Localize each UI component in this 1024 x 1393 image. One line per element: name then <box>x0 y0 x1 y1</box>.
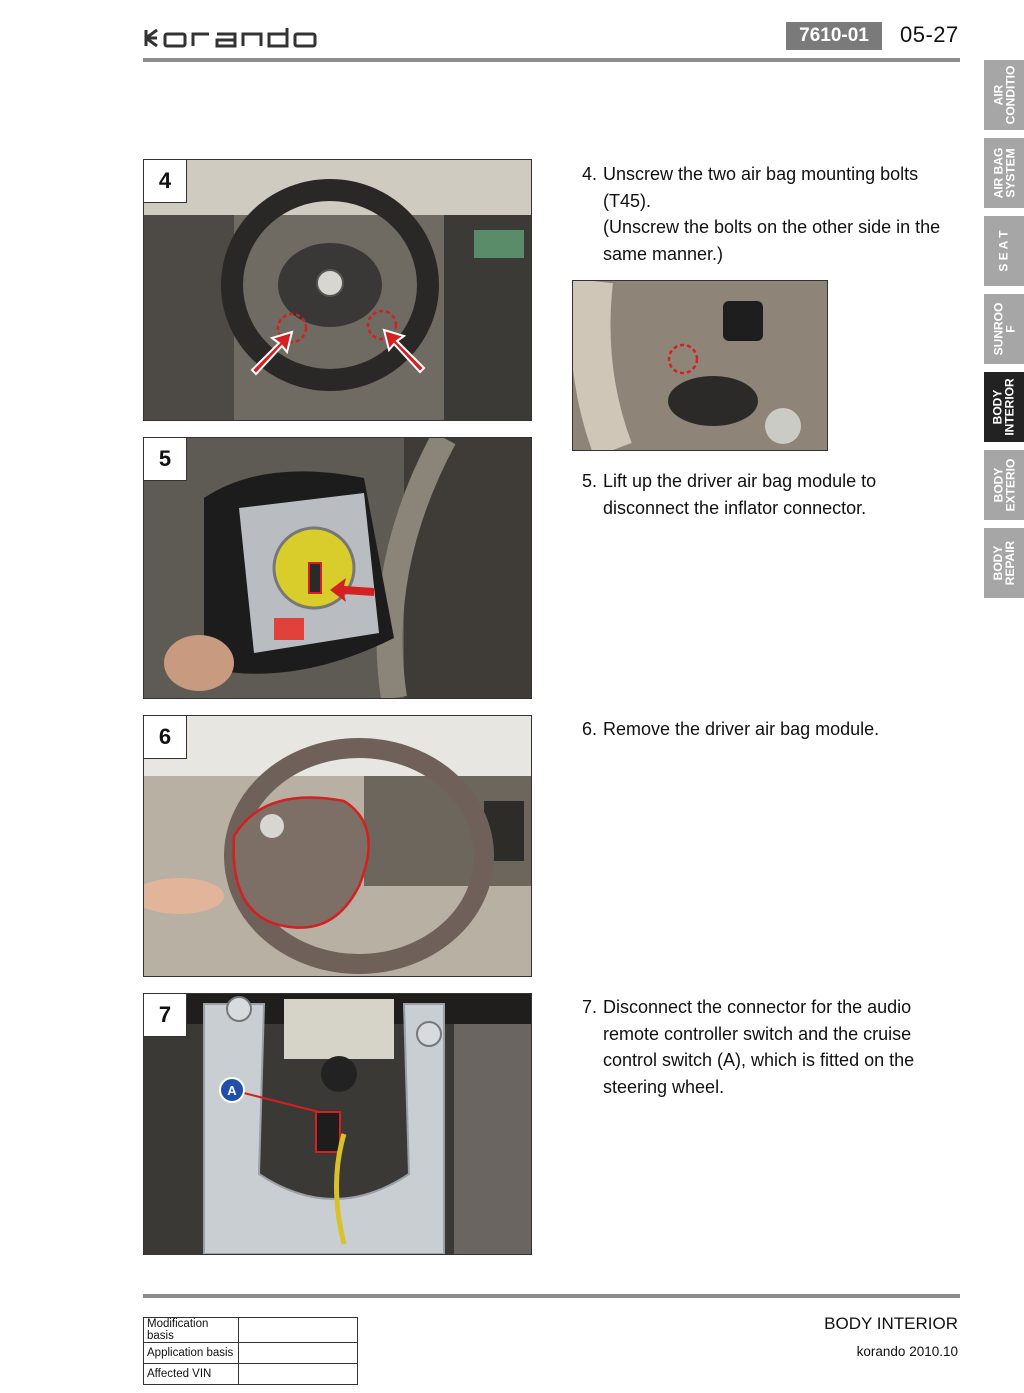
tab-seat[interactable] <box>984 216 1024 286</box>
page-number: 05-27 <box>900 22 959 47</box>
step-4-inset-photo <box>572 280 828 451</box>
tab-label: BODY EXTERIO <box>991 458 1017 512</box>
step-6-photo <box>143 715 532 977</box>
tab-label: BODY INTERIOR <box>991 378 1017 436</box>
header-rule <box>143 58 960 62</box>
step-5-photo <box>143 437 532 699</box>
step-6-badge: 6 <box>144 716 187 759</box>
revision-table <box>143 1317 358 1385</box>
tab-air-conditioning[interactable] <box>984 60 1024 130</box>
revision-label: Application basis <box>144 1343 239 1364</box>
footer-section-title: BODY INTERIOR <box>824 1314 958 1333</box>
step-4-badge: 4 <box>144 160 187 203</box>
revision-value <box>239 1364 358 1385</box>
step-number: 7. <box>582 997 598 1017</box>
table-row <box>144 1343 358 1364</box>
step-4-photo <box>143 159 532 421</box>
step-6-text <box>582 716 967 743</box>
tab-air-bag-system[interactable] <box>984 138 1024 208</box>
tab-label: AIR BAG SYSTEM <box>991 147 1018 199</box>
table-row <box>144 1364 358 1385</box>
tab-sunroof[interactable] <box>984 294 1024 364</box>
tab-body-repair[interactable] <box>984 528 1024 598</box>
step-5-text <box>582 468 967 521</box>
step-instruction: Disconnect the connector for the audio remote controller switch and the cruise control switch (A), which is fitted on the steering wheel. <box>603 997 915 1097</box>
footer-model-date: korando 2010.10 <box>856 1344 958 1359</box>
revision-value <box>239 1343 358 1364</box>
step-4-text <box>582 161 967 267</box>
step-number: 4. <box>582 164 598 184</box>
revision-label: Modification basis <box>144 1318 239 1343</box>
callout-a-label: A <box>227 1083 237 1098</box>
tab-body-interior[interactable] <box>984 372 1024 442</box>
tab-label: BODY REPAIR <box>991 540 1018 586</box>
footer-rule <box>143 1294 960 1298</box>
tab-label: S E A T <box>997 230 1011 272</box>
tab-body-exterior[interactable] <box>984 450 1024 520</box>
step-number: 5. <box>582 471 598 491</box>
korando-logo <box>143 27 338 49</box>
step-number: 6. <box>582 719 598 739</box>
tab-label: AIR CONDITIO <box>991 65 1018 125</box>
step-instruction: Lift up the driver air bag module to disconnect the inflator connector. <box>603 471 877 518</box>
step-7-badge: 7 <box>144 994 187 1037</box>
step-7-photo <box>143 993 532 1255</box>
tab-label: SUNROO F <box>991 302 1018 356</box>
step-instruction: Unscrew the two air bag mounting bolts (T45). <box>603 164 919 211</box>
revision-value <box>239 1318 358 1343</box>
section-code-badge: 7610-01 <box>786 22 882 50</box>
step-5-badge: 5 <box>144 438 187 481</box>
step-instruction: Remove the driver air bag module. <box>603 719 880 739</box>
revision-label: Affected VIN <box>144 1364 239 1385</box>
step-note: (Unscrew the bolts on the other side in the same manner.) <box>603 217 941 264</box>
table-row <box>144 1318 358 1343</box>
step-7-text <box>582 994 967 1100</box>
